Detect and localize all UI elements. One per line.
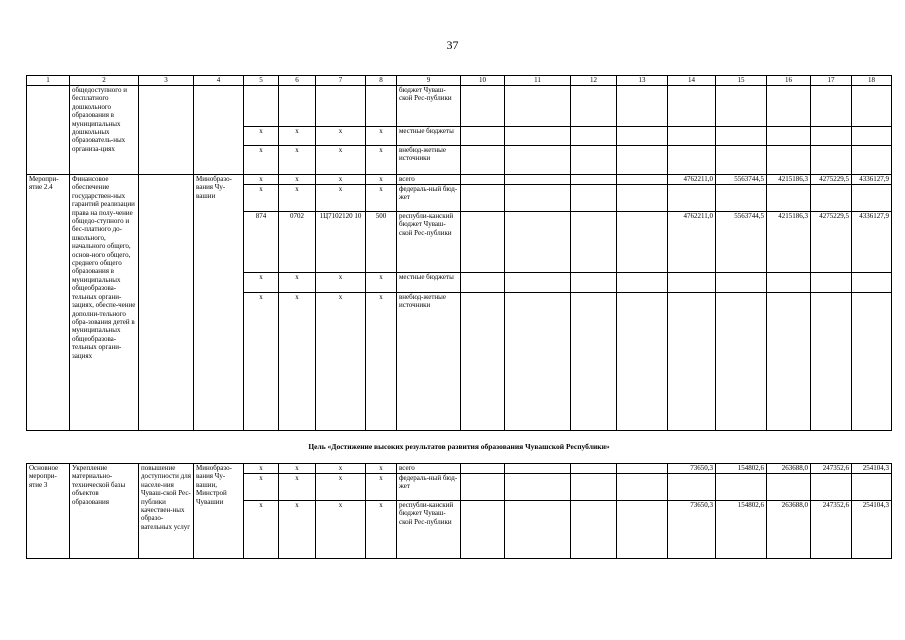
measure-id: Меропри-ятие 2.4 xyxy=(27,175,70,431)
table-row: x x x x внебюд-жетные источники xyxy=(27,293,892,431)
header-cell: 2 xyxy=(70,76,139,86)
header-cell: 4 xyxy=(194,76,244,86)
goal-row xyxy=(27,431,892,464)
table-row: 874 0702 1Ц7102120 10 500 республи-канский бюджет Чуваш-ской Рес-публики 4762211,0 5563744,5 4215186,3 4275229,5 4336127,9 xyxy=(27,212,892,273)
header-cell: 3 xyxy=(139,76,194,86)
header-cell: 6 xyxy=(279,76,316,86)
table-row: Основное меропри-ятие 3 Укрепление материально-технической базы объектов образования повышение доступности для населе-ния Чуваш-ской Рес-публики качествен-ных образо-вательных услуг Минобразо-вания Чу-вашии, Минстрой Чувашии x x x x всего 73650,3 154802,6 263688,0 247352,6 254104,3 xyxy=(27,464,892,474)
table-row: x x x x республи-канский бюджет Чуваш-ской Рес-публики 73650,3 154802,6 263688,0 247352,6 254104,3 xyxy=(27,501,892,559)
table-row: x x x x федераль-ный бюд-жет xyxy=(27,474,892,501)
table-row: x x x x местные бюджеты xyxy=(27,273,892,293)
goal-title: Цель «Достижение высоких результатов развития образования Чувашской Республики» xyxy=(27,431,892,464)
header-cell: 11 xyxy=(505,76,571,86)
funding-source: бюджет Чуваш-ской Рес-публики xyxy=(397,86,461,127)
table-row: Меропри-ятие 2.4 Финансовое обеспечение государствен-ных гарантий реализации права на полу-чение общедо-ступного и бес-платного до-школьного, начального общего, основ-ного общего, среднего общего образования в муниципальных общеобразова-тельных органи-зациях, обеспе-чение дополни-тельного обра-зования детей в муниципальных общеобразова-тельных органи-зациях Минобразо-вания Чу-вашии x x x x всего 4762211,0 5563744,5 4215186,3 4275229,5 4336127,9 xyxy=(27,175,892,185)
table-row: x x x x федераль-ный бюд-жет xyxy=(27,185,892,212)
expected-result: повышение доступности для населе-ния Чуваш-ской Рес-публики качествен-ных образо-вательных услуг xyxy=(139,464,194,559)
header-cell: 15 xyxy=(716,76,767,86)
header-cell: 9 xyxy=(397,76,461,86)
header-cell: 1 xyxy=(27,76,70,86)
header-cell: 17 xyxy=(811,76,852,86)
header-cell: 8 xyxy=(366,76,397,86)
header-cell: 16 xyxy=(767,76,811,86)
responsible: Минобразо-вания Чу-вашии, Минстрой Чувашии xyxy=(194,464,244,559)
cell-empty xyxy=(139,86,194,175)
funding-source: внебюд-жетные источники xyxy=(397,293,461,431)
funding-source: республи-канский бюджет Чуваш-ской Рес-публики xyxy=(397,501,461,559)
measure-id: Основное меропри-ятие 3 xyxy=(27,464,70,559)
funding-source: местные бюджеты xyxy=(397,273,461,293)
header-cell: 18 xyxy=(852,76,892,86)
responsible: Минобразо-вания Чу-вашии xyxy=(194,175,244,431)
budget-table xyxy=(26,75,892,559)
funding-source: федераль-ный бюд-жет xyxy=(397,185,461,212)
page-number: 37 xyxy=(446,38,459,52)
measure-name: общедоступного и бесплатного дошкольного образования в муниципальных дошкольных образователь-ных организа-циях xyxy=(70,86,139,175)
header-row xyxy=(27,76,892,86)
cell-empty xyxy=(194,86,244,175)
header-cell: 12 xyxy=(571,76,617,86)
funding-source: местные бюджеты xyxy=(397,127,461,146)
funding-source: федераль-ный бюд-жет xyxy=(397,474,461,501)
cell-empty xyxy=(27,86,70,175)
table-row xyxy=(27,86,892,127)
measure-name: Финансовое обеспечение государствен-ных гарантий реализации права на полу-чение общедо-ступного и бес-платного до-школьного, начального общего, основ-ного общего, среднего общего образования в муниципальных общеобразова-тельных органи-зациях, обеспе-чение дополни-тельного обра-зования детей в муниципальных общеобразова-тельных органи-зациях xyxy=(70,175,139,431)
header-cell: 5 xyxy=(244,76,279,86)
header-cell: 7 xyxy=(316,76,366,86)
funding-source: всего xyxy=(397,464,461,474)
table-row: x x x x внебюд-жетные источники xyxy=(27,146,892,175)
header-cell: 14 xyxy=(668,76,716,86)
funding-source: республи-канский бюджет Чуваш-ской Рес-публики xyxy=(397,212,461,273)
table-row: x x x x местные бюджеты xyxy=(27,127,892,146)
funding-source: всего xyxy=(397,175,461,185)
header-cell: 13 xyxy=(617,76,668,86)
measure-name: Укрепление материально-технической базы объектов образования xyxy=(70,464,139,559)
header-cell: 10 xyxy=(461,76,505,86)
cell-empty xyxy=(139,175,194,431)
funding-source: внебюд-жетные источники xyxy=(397,146,461,175)
